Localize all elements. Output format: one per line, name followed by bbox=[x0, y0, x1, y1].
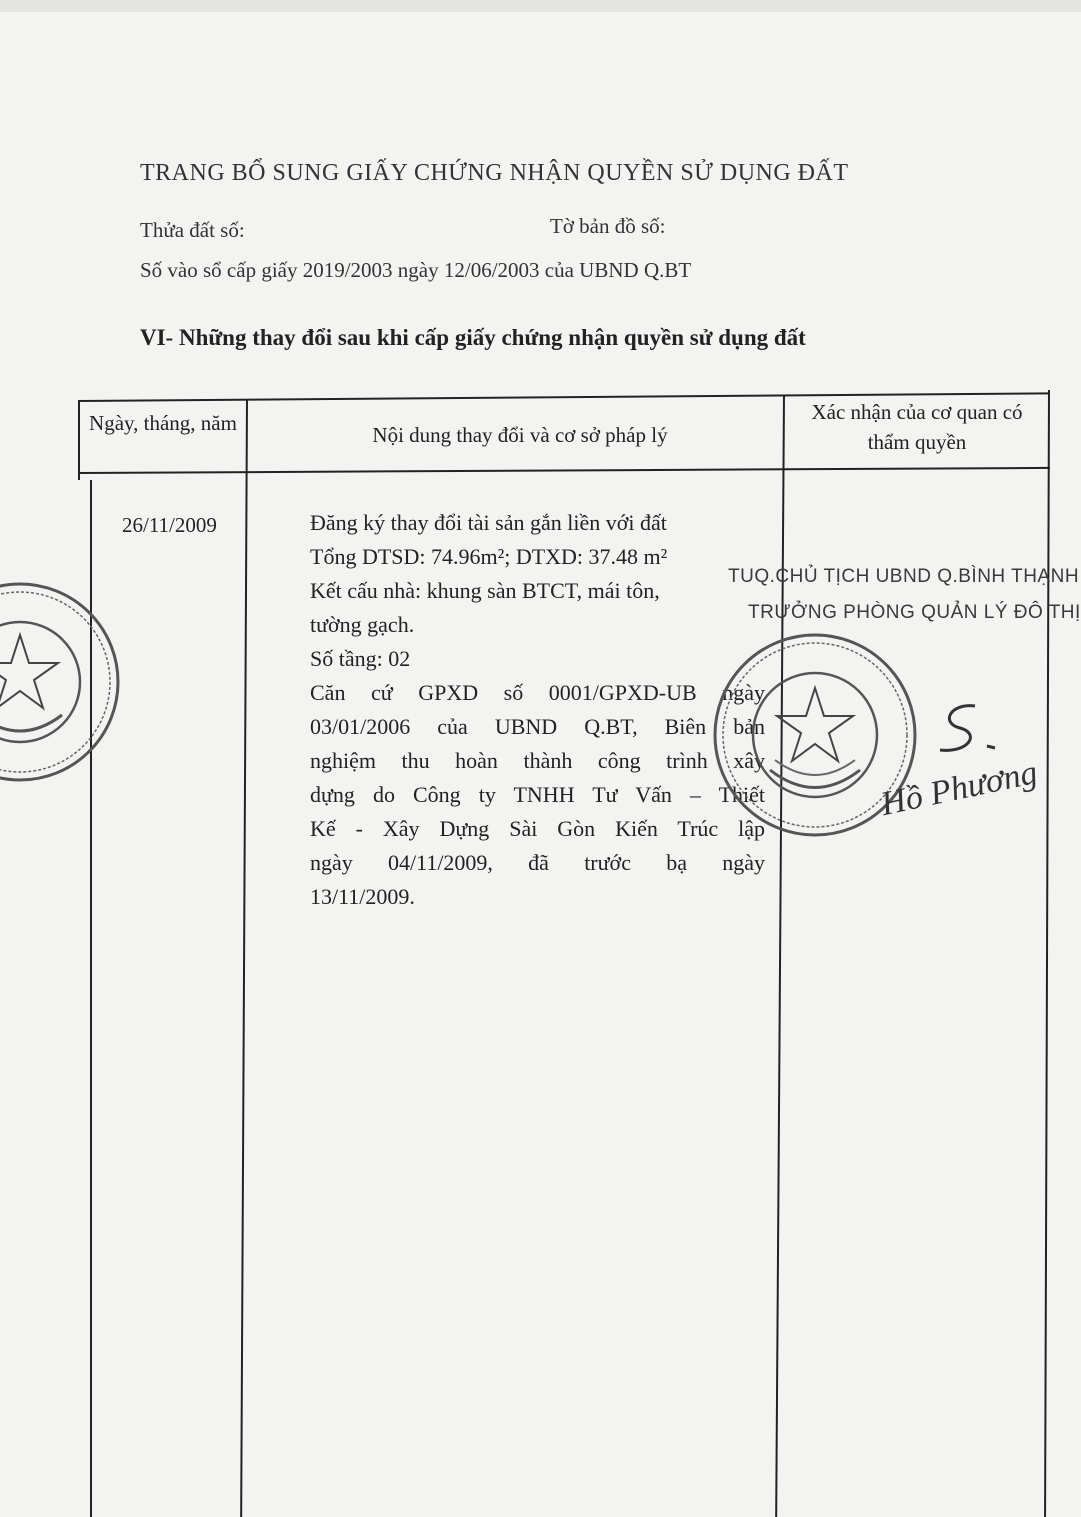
signature-name: Hồ Phương bbox=[877, 753, 1041, 824]
content-line: Căn cứ GPXD số 0001/GPXD-UB ngày bbox=[310, 680, 765, 705]
signature-scribble-icon bbox=[915, 698, 1005, 758]
scan-top-edge bbox=[0, 0, 1081, 12]
left-seal-icon bbox=[0, 575, 125, 790]
registry-line: Số vào sổ cấp giấy 2019/2003 ngày 12/06/2003 của UBND Q.BT bbox=[140, 258, 692, 282]
table-divider-1 bbox=[240, 400, 248, 1517]
row-content bbox=[310, 506, 765, 914]
section-title: VI- Những thay đổi sau khi cấp giấy chứng nhận quyền sử dụng đất bbox=[140, 325, 806, 350]
content-line: Số tầng: 02 bbox=[310, 646, 411, 671]
stamp-line-1: TUQ.CHỦ TỊCH UBND Q.BÌNH THẠNH bbox=[728, 566, 1080, 587]
parcel-number-label: Thửa đất số: bbox=[140, 218, 245, 242]
content-line: 03/01/2006 của UBND Q.BT, Biên bản bbox=[310, 714, 765, 739]
header-date: Ngày, tháng, năm bbox=[89, 411, 237, 435]
content-line: 13/11/2009. bbox=[310, 884, 415, 909]
table-divider-2 bbox=[775, 395, 785, 1517]
content-line: Tổng DTSD: 74.96m²; DTXD: 37.48 m² bbox=[310, 544, 668, 569]
content-line: dựng do Công ty TNHH Tư Vấn – Thiết bbox=[310, 782, 765, 807]
table-right-border bbox=[1044, 390, 1050, 1517]
map-sheet-label: Tờ bản đồ số: bbox=[550, 214, 666, 238]
content-line: tường gạch. bbox=[310, 612, 415, 637]
document-title: TRANG BỔ SUNG GIẤY CHỨNG NHẬN QUYỀN SỬ DỤNG ĐẤT bbox=[140, 160, 849, 186]
content-line: nghiệm thu hoàn thành công trình xây bbox=[310, 748, 765, 773]
header-confirmation: Xác nhận của cơ quan có thẩm quyền bbox=[811, 400, 1023, 454]
content-line: Kết cấu nhà: khung sàn BTCT, mái tôn, bbox=[310, 578, 660, 603]
content-line: Kế - Xây Dựng Sài Gòn Kiến Trúc lập bbox=[310, 816, 765, 841]
stamp-line-2: TRƯỞNG PHÒNG QUẢN LÝ ĐÔ THỊ bbox=[748, 602, 1081, 623]
table-left-border bbox=[78, 400, 80, 480]
row-date: 26/11/2009 bbox=[122, 513, 217, 537]
content-line: Đăng ký thay đổi tài sản gắn liền với đất bbox=[310, 510, 667, 535]
table-header-border bbox=[78, 467, 1050, 474]
header-content: Nội dung thay đổi và cơ sở pháp lý bbox=[372, 423, 668, 447]
content-line: ngày 04/11/2009, đã trước bạ ngày bbox=[310, 850, 765, 875]
